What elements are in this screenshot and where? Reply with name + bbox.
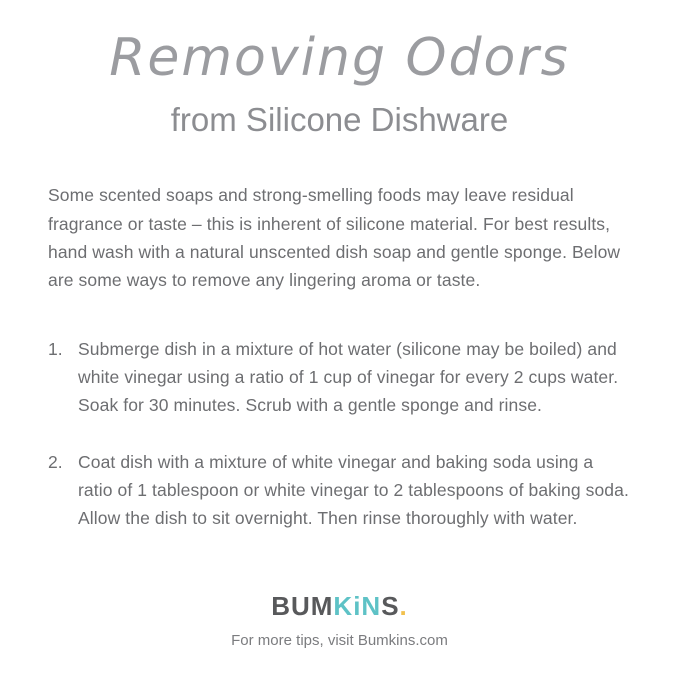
page-subtitle: from Silicone Dishware (170, 101, 509, 139)
brand-logo-part-3: S (381, 591, 400, 621)
brand-logo-part-1: BUM (271, 591, 334, 621)
document-header (0, 0, 679, 139)
list-item-number: 2. (48, 451, 63, 472)
list-item-text: Coat dish with a mixture of white vinegar and baking soda using a ratio of 1 tablespoon or white vinegar to 2 tablespoons of baking soda. Allow the dish to sit overnight. Then rinse thoroughly with water. (78, 451, 629, 529)
document-footer (0, 593, 679, 649)
footer-note: For more tips, visit Bumkins.com (231, 632, 448, 649)
brand-logo-part-2: KiN (333, 591, 382, 621)
page-title: Removing Odors (109, 28, 570, 88)
document-body (0, 181, 679, 532)
brand-logo-dot: . (399, 591, 408, 621)
list-item (48, 335, 631, 420)
list-item-text: Submerge dish in a mixture of hot water (silicone may be boiled) and white vinegar using a ratio of 1 cup of vinegar for every 2 cups water. Soak for 30 minutes. Scrub with a gentle sponge and rinse. (78, 338, 619, 416)
intro-paragraph: Some scented soaps and strong-smelling foods may leave residual fragrance or taste – this is inherent of silicone material. For best results, hand wash with a natural unscented dish soap and gentle sponge. Below are some ways to remove any lingering aroma or taste. (48, 185, 621, 291)
list-item-number: 1. (48, 338, 63, 359)
steps-list (48, 335, 631, 533)
list-item (48, 448, 631, 533)
brand-logo (271, 593, 408, 619)
